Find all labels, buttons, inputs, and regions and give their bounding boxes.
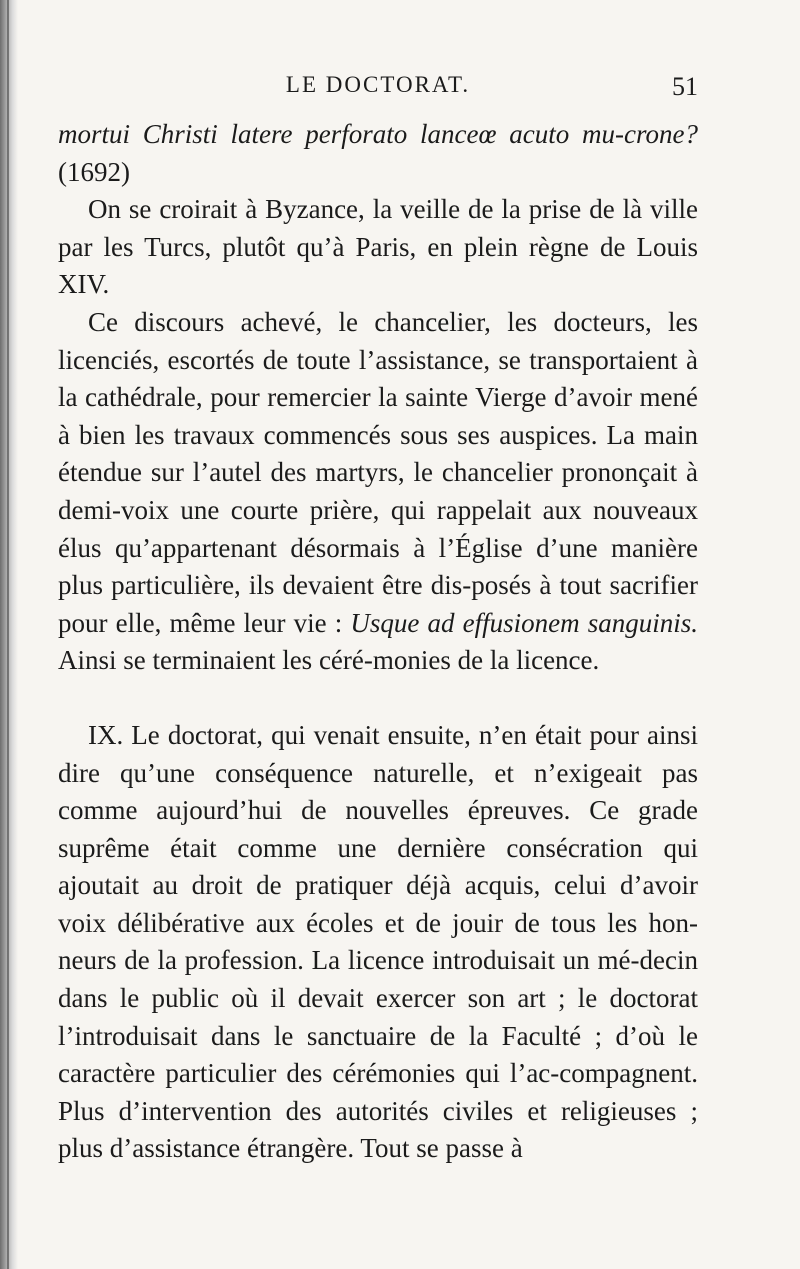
paragraph-text: IX. Le doctorat, qui venait ensuite, n’en était pour ainsi dire qu’une conséquence naturelle, et n’exigeait pas comme aujourd’hui de nouvelles épreuves. Ce grade suprême était comme une dernière consécration qui ajoutait au droit de pratiquer déjà acquis, celui d’avoir voix délibérative aux écoles et de jouir de tous les hon-neurs de la profession. La licence introduisait un mé-decin dans le public où il devait exercer son art ; le doctorat l’introduisait dans le sanctuaire de la Faculté ; d’où le caractère particulier des cérémonies qui l’ac-compagnent. Plus d’intervention des autorités civiles et religieuses ; plus d’assistance étrangère. Tout se passe à (58, 719, 698, 1164)
paragraph-ceremony (58, 304, 698, 680)
book-binding-edge (0, 0, 18, 1269)
latin-quote-italic: mortui Christi latere perforato lanceœ acuto mu-crone? (58, 119, 698, 149)
body-text (58, 116, 698, 1168)
paragraph-latin-quote (58, 116, 698, 191)
quote-year: (1692) (58, 156, 130, 187)
running-title: LE DOCTORAT. (285, 72, 471, 97)
paragraph-text: On se croirait à Byzance, la veille de la prise de là ville par les Turcs, plutôt qu’à Paris, en plein règne de Louis XIV. (58, 194, 698, 300)
paragraph-text: Ainsi se terminaient les céré-monies de la licence. (58, 645, 600, 676)
running-head (58, 66, 698, 106)
latin-phrase-italic: Usque ad effusionem sanguinis. (350, 607, 698, 638)
paragraph-doctorat (58, 717, 698, 1168)
binding-shadow-line (7, 0, 9, 1269)
paragraph-text: Ce discours achevé, le chancelier, les docteurs, les licenciés, escortés de toute l’assistance, se transportaient à la cathédrale, pour remercier la sainte Vierge d’avoir mené à bien les travaux commencés sous ses auspices. La main étendue sur l’autel des martyrs, le chancelier prononçait à demi-voix une courte prière, qui rappelait aux nouveaux élus qu’appartenant désormais à l’Église d’une manière plus particulière, ils devaient être dis-posés à tout sacrifier pour elle, même leur vie : (58, 306, 698, 638)
page-number: 51 (672, 72, 698, 101)
book-page (58, 66, 698, 1168)
paragraph-byzance (58, 191, 698, 304)
